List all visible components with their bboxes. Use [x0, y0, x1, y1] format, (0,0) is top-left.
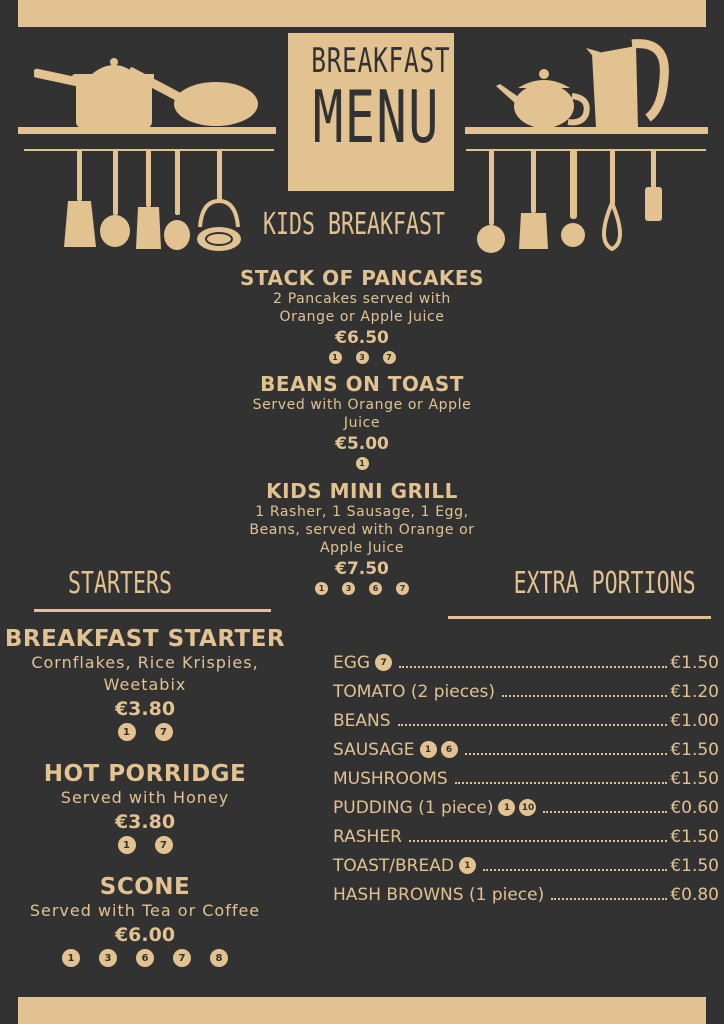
leader-dots — [409, 840, 667, 842]
list-item — [333, 851, 719, 880]
extra-price: €0.80 — [670, 884, 719, 905]
kids-item — [212, 266, 512, 364]
title-line-2: MENU — [312, 75, 440, 159]
top-band — [18, 0, 706, 27]
leader-dots — [502, 695, 667, 697]
extra-name: TOAST/BREAD — [333, 855, 454, 876]
allergen-badge: 7 — [375, 654, 392, 671]
allergen-badges — [459, 857, 476, 874]
allergen-badge: 1 — [118, 723, 136, 741]
extra-price: €1.50 — [670, 768, 719, 789]
item-price: €5.00 — [335, 434, 389, 454]
left-shelf — [18, 127, 276, 134]
title-line-1: BREAKFAST — [311, 41, 451, 81]
item-description: 1 Rasher, 1 Sausage, 1 Egg, — [255, 504, 469, 520]
allergen-badges — [0, 949, 290, 967]
item-name: BREAKFAST STARTER — [4, 626, 286, 652]
extra-price: €1.20 — [670, 681, 719, 702]
slotted-spoon-icon — [519, 149, 548, 249]
allergen-badges — [0, 836, 290, 854]
bottom-band — [18, 997, 706, 1024]
leader-dots — [483, 869, 667, 871]
item-description: Apple Juice — [319, 540, 405, 556]
starter-item — [0, 626, 290, 741]
allergen-badge: 7 — [396, 582, 409, 595]
allergen-badge: 1 — [356, 457, 369, 470]
extra-name: PUDDING (1 piece) — [333, 797, 494, 818]
item-name: STACK OF PANCAKES — [240, 266, 484, 290]
allergen-badge: 6 — [441, 741, 458, 758]
extra-price: €0.60 — [670, 797, 719, 818]
item-price: €3.80 — [114, 698, 176, 720]
allergen-badge: 7 — [173, 949, 191, 967]
allergen-badge: 1 — [329, 351, 342, 364]
extra-name: EGG — [333, 652, 371, 673]
extra-name: RASHER — [333, 826, 402, 847]
leader-dots — [543, 811, 667, 813]
allergen-badge: 1 — [118, 836, 136, 854]
item-description: Served with Honey — [60, 788, 230, 807]
kids-breakfast-title: KIDS BREAKFAST — [262, 207, 446, 242]
allergen-badge: 7 — [383, 351, 396, 364]
pizza-cutter-icon — [561, 149, 585, 247]
leader-dots — [455, 782, 668, 784]
extra-name: TOMATO (2 pieces) — [333, 681, 496, 702]
spoon-icon — [164, 149, 190, 250]
starters-title: STARTERS — [67, 566, 173, 601]
allergen-badge: 6 — [369, 582, 382, 595]
allergen-badges — [212, 351, 512, 364]
allergen-badges — [0, 723, 290, 741]
fork-icon — [136, 149, 161, 249]
allergen-badge: 1 — [459, 857, 476, 874]
allergen-badge: 8 — [210, 949, 228, 967]
whisk-icon — [604, 149, 620, 249]
allergen-badge: 3 — [342, 582, 355, 595]
left-utensils — [62, 145, 252, 253]
kids-item — [212, 372, 512, 470]
extra-price: €1.50 — [670, 855, 719, 876]
potato-masher-icon — [197, 149, 241, 251]
item-name: SCONE — [99, 874, 191, 900]
item-description: Cornflakes, Rice Krispies, — [31, 653, 259, 672]
item-name: HOT PORRIDGE — [43, 761, 247, 787]
leader-dots — [551, 898, 667, 900]
list-item — [333, 822, 719, 851]
item-price: €3.80 — [114, 811, 176, 833]
item-description: 2 Pancakes served with — [273, 291, 451, 307]
extra-price: €1.50 — [670, 739, 719, 760]
list-item — [333, 880, 719, 909]
list-item — [333, 648, 719, 677]
list-item — [333, 677, 719, 706]
item-description: Weetabix — [103, 675, 187, 694]
item-description: Orange or Apple Juice — [279, 309, 445, 325]
allergen-badges — [375, 654, 392, 671]
starter-item — [0, 761, 290, 854]
item-description: Served with Orange or Apple — [252, 397, 472, 413]
leader-dots — [398, 724, 668, 726]
allergen-badge: 1 — [420, 741, 437, 758]
list-item — [333, 793, 719, 822]
allergen-badge: 1 — [315, 582, 328, 595]
teapot-icon — [494, 68, 594, 128]
leader-dots — [399, 666, 667, 668]
allergen-badge: 1 — [498, 799, 515, 816]
extra-price: €1.50 — [670, 652, 719, 673]
starter-item — [0, 874, 290, 967]
item-price: €6.00 — [114, 924, 176, 946]
allergen-badges — [420, 741, 458, 758]
extra-name: HASH BROWNS (1 piece) — [333, 884, 545, 905]
item-description: Served with Tea or Coffee — [29, 901, 261, 920]
allergen-badge: 7 — [155, 723, 173, 741]
extra-price: €1.00 — [670, 710, 719, 731]
extra-name: SAUSAGE — [333, 739, 415, 760]
list-item — [333, 764, 719, 793]
allergen-badge: 1 — [62, 949, 80, 967]
allergen-badges — [212, 582, 512, 595]
ladle-icon — [100, 149, 130, 247]
extra-name: BEANS — [333, 710, 391, 731]
extra-price: €1.50 — [670, 826, 719, 847]
ladle-icon — [477, 149, 505, 253]
item-price: €7.50 — [335, 559, 389, 579]
allergen-badge: 10 — [519, 799, 536, 816]
starters-underline — [34, 609, 271, 612]
extra-portions-title: EXTRA PORTIONS — [513, 566, 696, 601]
item-price: €6.50 — [335, 328, 389, 348]
extra-name: MUSHROOMS — [333, 768, 448, 789]
allergen-badge: 6 — [136, 949, 154, 967]
frying-pan-icon — [130, 56, 260, 128]
spatula-icon — [64, 149, 96, 247]
allergen-badges — [212, 457, 512, 470]
item-name: BEANS ON TOAST — [260, 372, 464, 396]
spatula-icon — [645, 149, 662, 221]
right-utensils — [476, 145, 666, 255]
item-description: Beans, served with Orange or — [249, 522, 475, 538]
item-description: Juice — [343, 415, 381, 431]
allergen-badge: 3 — [99, 949, 117, 967]
item-name: KIDS MINI GRILL — [266, 479, 458, 503]
extras-underline — [448, 616, 711, 619]
allergen-badges — [498, 799, 536, 816]
allergen-badge: 3 — [356, 351, 369, 364]
kettle-icon — [586, 38, 670, 128]
kids-item — [212, 479, 512, 595]
leader-dots — [465, 753, 668, 755]
right-shelf — [465, 127, 708, 134]
menu-title-box — [288, 33, 454, 191]
list-item — [333, 706, 719, 735]
allergen-badge: 7 — [155, 836, 173, 854]
extra-portions-list — [333, 648, 719, 909]
list-item — [333, 735, 719, 764]
